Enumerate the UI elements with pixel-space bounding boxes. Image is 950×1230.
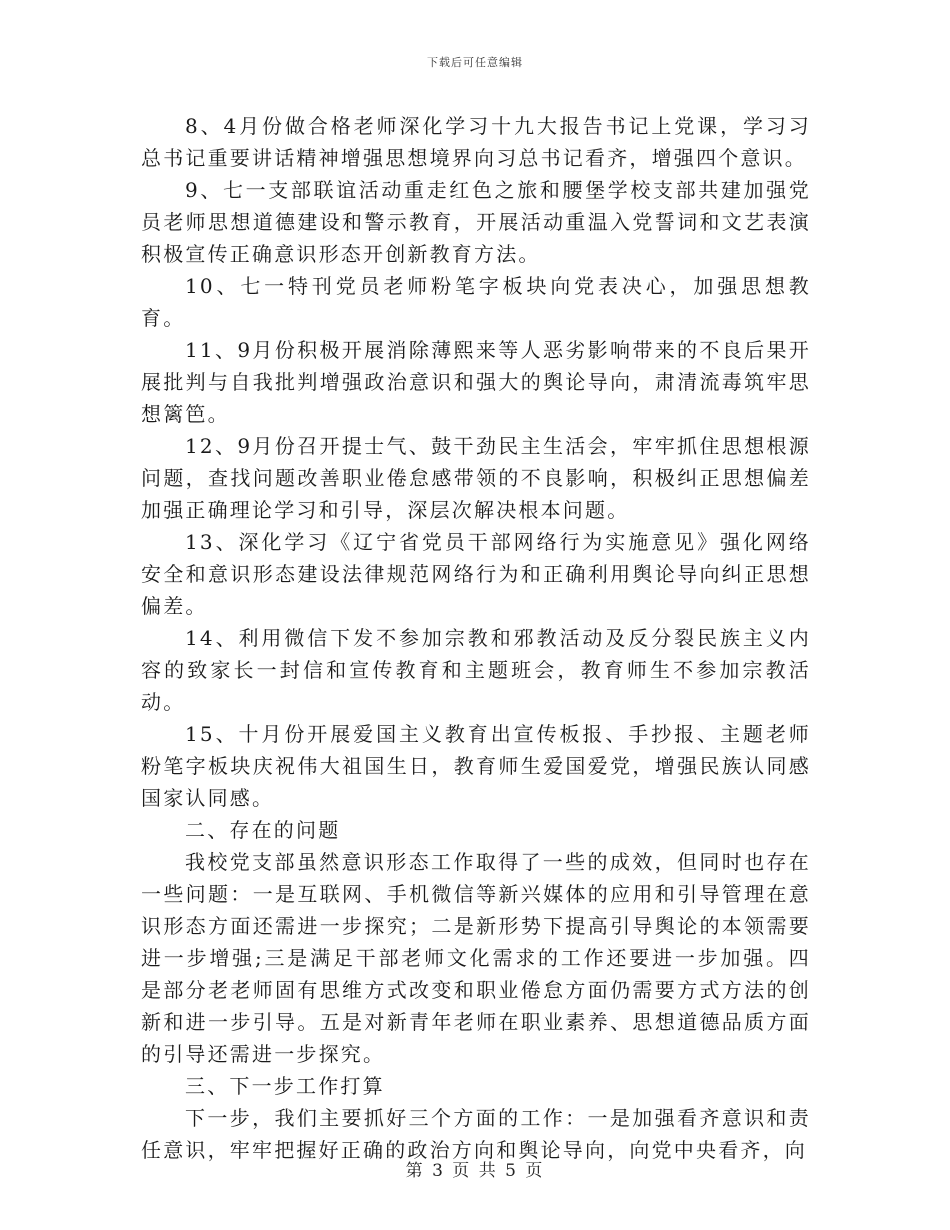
document-body xyxy=(141,110,811,1166)
problems-paragraph: 我校党支部虽然意识形态工作取得了一些的成效，但同时也存在一些问题：一是互联网、手机微信等新兴媒体的应用和引导管理在意识形态方面还需进一步探究；二是新形势下提高引导舆论的本领需要进一步增强;三是满足干部老师文化需求的工作还要进一步加强。四是部分老老师固有思维方式改变和职业倦怠方面仍需要方式方法的创新和进一步引导。五是对新青年老师在职业素养、思想道德品质方面的引导还需进一步探究。 xyxy=(141,850,811,1066)
section-heading-next-steps: 三、下一步工作打算 xyxy=(185,1074,385,1098)
section-heading-problems: 二、存在的问题 xyxy=(185,818,341,842)
paragraph-item-14: 14、利用微信下发不参加宗教和邪教活动及反分裂民族主义内容的致家长一封信和宣传教育和主题班会，教育师生不参加宗教活动。 xyxy=(141,626,811,714)
paragraph-item-12: 12、9月份召开提士气、鼓干劲民主生活会，牢牢抓住思想根源问题，查找问题改善职业倦怠感带领的不良影响，积极纠正思想偏差加强正确理论学习和引导，深层次解决根本问题。 xyxy=(141,434,811,522)
page-header: 下载后可任意编辑 xyxy=(427,56,523,69)
paragraph-item-8: 8、4月份做合格老师深化学习十九大报告书记上党课，学习习总书记重要讲话精神增强思想境界向习总书记看齐，增强四个意识。 xyxy=(141,114,811,170)
page-number: 第 3 页 共 5 页 xyxy=(405,1161,545,1181)
paragraph-item-15: 15、十月份开展爱国主义教育出宣传板报、手抄报、主题老师粉笔字板块庆祝伟大祖国生日，教育师生爱国爱党，增强民族认同感国家认同感。 xyxy=(141,722,811,810)
paragraph-item-11: 11、9月份积极开展消除薄熙来等人恶劣影响带来的不良后果开展批判与自我批判增强政治意识和强大的舆论导向，肃清流毒筑牢思想篱笆。 xyxy=(141,338,811,426)
paragraph-item-13: 13、深化学习《辽宁省党员干部网络行为实施意见》强化网络安全和意识形态建设法律规范网络行为和正确利用舆论导向纠正思想偏差。 xyxy=(141,530,811,618)
paragraph-item-9: 9、七一支部联谊活动重走红色之旅和腰堡学校支部共建加强党员老师思想道德建设和警示教育，开展活动重温入党誓词和文艺表演积极宣传正确意识形态开创新教育方法。 xyxy=(141,178,811,266)
next-steps-paragraph: 下一步，我们主要抓好三个方面的工作：一是加强看齐意识和责任意识，牢牢把握好正确的政治方向和舆论导向，向党中央看齐，向 xyxy=(141,1106,811,1162)
paragraph-item-10: 10、七一特刊党员老师粉笔字板块向党表决心，加强思想教育。 xyxy=(141,274,811,330)
